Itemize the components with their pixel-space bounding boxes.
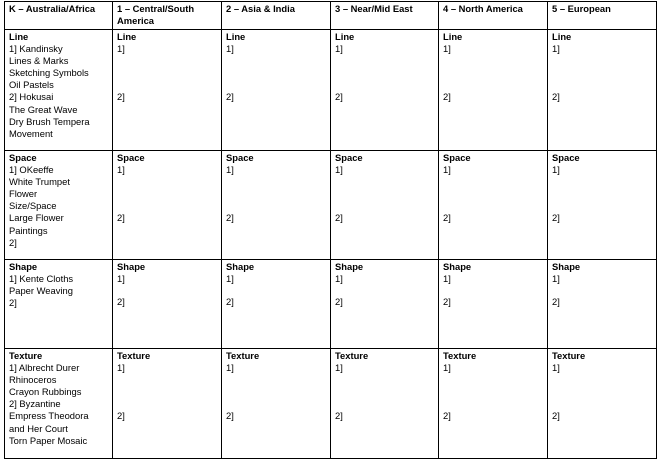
table-row [5,151,657,260]
header-cell-grade-2: 2 – Asia & India [222,2,331,30]
header-cell-grade-4: 4 – North America [439,2,548,30]
grade-cell [113,260,222,349]
grade-cell [548,260,657,349]
item-1-marker: 1] [443,164,451,176]
lesson-line: Paper Weaving [9,285,73,297]
element-label: Line [443,31,463,42]
grade-cell [548,30,657,151]
element-label: Shape [443,261,472,272]
item-1-marker: 1] [226,164,234,176]
grade-cell [222,349,331,459]
lesson-line: Sketching Symbols [9,67,89,79]
header-row [5,2,657,30]
element-label: Space [9,152,37,163]
item-2-marker: 2] [443,212,451,224]
item-1-marker: 1] [117,273,125,285]
lesson-line: Movement [9,127,53,139]
item-1-marker: 1] [335,273,343,285]
item-1-marker: 1] [117,164,125,176]
element-label: Line [552,31,572,42]
lesson-line: Paintings [9,224,48,236]
lesson-line: 1] OKeeffe [9,164,54,176]
item-1-marker: 1] [552,164,560,176]
element-label: Line [117,31,137,42]
item-2-marker: 2] [117,91,125,103]
grade-cell [548,151,657,260]
header-cell-grade-3: 3 – Near/Mid East [331,2,439,30]
element-label: Texture [9,350,43,361]
lesson-line: Lines & Marks [9,55,69,67]
header-cell-k: K – Australia/Africa [5,2,113,30]
item-1-marker: 1] [443,273,451,285]
item-1-marker: 1] [443,362,451,374]
item-1-marker: 1] [117,43,125,55]
grade-cell [439,260,548,349]
item-1-marker: 1] [117,362,125,374]
table-row [5,260,657,349]
lesson-line: Large Flower [9,212,64,224]
element-label: Texture [226,350,260,361]
lesson-line: Empress Theodora [9,410,89,422]
lesson-line: 2] [9,297,17,309]
grade-cell [222,260,331,349]
element-label: Shape [226,261,255,272]
item-1-marker: 1] [226,43,234,55]
element-label: Line [335,31,355,42]
element-label: Shape [335,261,364,272]
item-2-marker: 2] [552,296,560,308]
element-label: Space [226,152,254,163]
item-2-marker: 2] [335,296,343,308]
element-label: Shape [117,261,146,272]
item-1-marker: 1] [335,164,343,176]
grade-cell [439,349,548,459]
k-cell-texture [5,349,113,459]
grade-cell [331,151,439,260]
item-2-marker: 2] [552,410,560,422]
lesson-line: Dry Brush Tempera [9,115,90,127]
k-cell-space [5,151,113,260]
item-1-marker: 1] [335,362,343,374]
lesson-line: Torn Paper Mosaic [9,434,88,446]
item-2-marker: 2] [335,91,343,103]
grade-cell [113,349,222,459]
item-1-marker: 1] [552,273,560,285]
item-2-marker: 2] [335,410,343,422]
grade-cell [331,349,439,459]
grade-cell [222,30,331,151]
lesson-line: Rhinoceros [9,374,57,386]
item-1-marker: 1] [226,362,234,374]
element-label: Space [335,152,363,163]
item-2-marker: 2] [226,91,234,103]
item-2-marker: 2] [117,410,125,422]
element-label: Texture [552,350,586,361]
k-cell-line [5,30,113,151]
item-2-marker: 2] [552,212,560,224]
item-1-marker: 1] [552,362,560,374]
k-cell-shape [5,260,113,349]
lesson-line: Oil Pastels [9,79,54,91]
lesson-line: 2] [9,236,17,248]
lesson-line: 2] Byzantine [9,398,61,410]
item-2-marker: 2] [226,296,234,308]
item-1-marker: 1] [226,273,234,285]
lesson-line: Flower [9,188,38,200]
lesson-line: The Great Wave [9,103,78,115]
item-2-marker: 2] [226,410,234,422]
art-curriculum-table [4,1,657,459]
item-2-marker: 2] [117,212,125,224]
header-cell-grade-5: 5 – European [548,2,657,30]
item-2-marker: 2] [117,296,125,308]
grade-cell [548,349,657,459]
element-label: Texture [117,350,151,361]
item-2-marker: 2] [335,212,343,224]
item-1-marker: 1] [335,43,343,55]
item-2-marker: 2] [552,91,560,103]
grade-cell [113,151,222,260]
lesson-line: White Trumpet [9,176,70,188]
table-row [5,30,657,151]
element-label: Texture [335,350,369,361]
grade-cell [439,151,548,260]
grade-cell [113,30,222,151]
element-label: Shape [9,261,38,272]
lesson-line: 1] Kandinsky [9,43,63,55]
item-1-marker: 1] [443,43,451,55]
element-label: Shape [552,261,581,272]
element-label: Line [226,31,246,42]
element-label: Line [9,31,29,42]
lesson-line: 2] Hokusai [9,91,54,103]
element-label: Space [117,152,145,163]
element-label: Texture [443,350,477,361]
grade-cell [331,260,439,349]
lesson-line: Crayon Rubbings [9,386,82,398]
item-2-marker: 2] [443,91,451,103]
table-row [5,349,657,459]
lesson-line: 1] Albrecht Durer [9,362,80,374]
grade-cell [331,30,439,151]
item-2-marker: 2] [443,296,451,308]
grade-cell [439,30,548,151]
element-label: Space [552,152,580,163]
element-label: Space [443,152,471,163]
item-2-marker: 2] [226,212,234,224]
item-2-marker: 2] [443,410,451,422]
lesson-line: 1] Kente Cloths [9,273,74,285]
header-cell-grade-1: 1 – Central/South America [113,2,222,30]
item-1-marker: 1] [552,43,560,55]
lesson-line: and Her Court [9,422,68,434]
lesson-line: Size/Space [9,200,57,212]
grade-cell [222,151,331,260]
